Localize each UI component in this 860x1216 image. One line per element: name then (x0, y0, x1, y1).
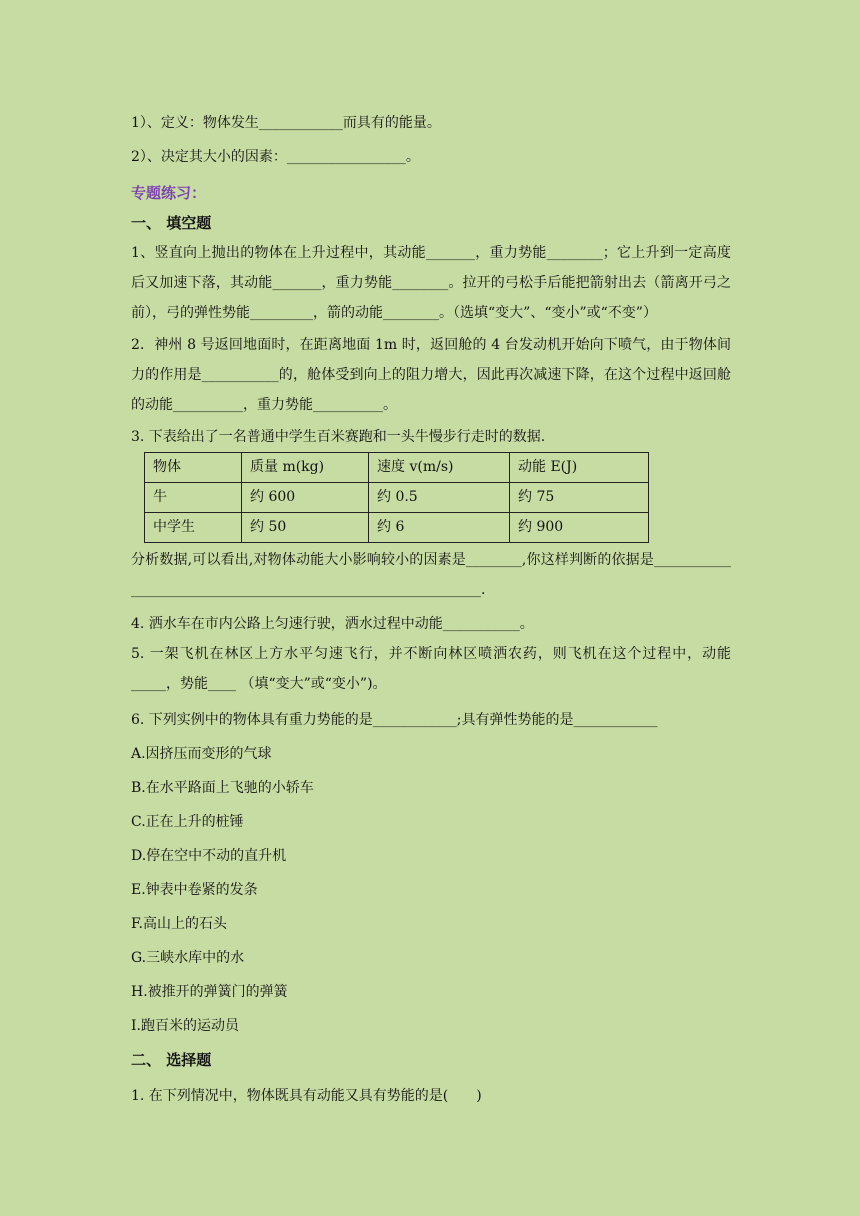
table-row (145, 483, 649, 513)
list-item: D.停在空中不动的直升机 (131, 848, 287, 864)
list-item: G.三峡水库中的水 (131, 950, 245, 966)
table-cell: 约 0.5 (369, 483, 510, 513)
table-header-cell: 物体 (145, 453, 242, 483)
table-header-row (145, 453, 649, 483)
table-cell: 约 600 (242, 483, 369, 513)
data-table (144, 452, 649, 543)
list-item: B.在水平路面上飞驰的小轿车 (131, 780, 314, 796)
question-4: 4. 洒水车在市内公路上匀速行驶，洒水过程中动能___________。 (131, 616, 534, 632)
definition-line: 1）、定义：物体发生____________而具有的能量。 (131, 115, 441, 131)
document-page (131, 108, 731, 1109)
table-cell: 约 50 (242, 513, 369, 543)
table-cell: 约 900 (510, 513, 649, 543)
multiple-choice-heading: 二、 选择题 (131, 1051, 212, 1069)
question-2: 2．神州 8 号返回地面时，在距离地面 1m 时，返回舱的 4 台发动机开始向下喷气，由于物体间力的作用是___________的，舱体受到向上的阻力增大，因此再次减速下降，在这个过程中返回舱的动能__________，重力势能__________。 (131, 337, 731, 413)
table-cell: 约 6 (369, 513, 510, 543)
factors-line: 2）、决定其大小的因素：_________________。 (131, 149, 420, 165)
fill-in-heading: 一、 填空题 (131, 214, 212, 232)
choice-question-1: 1. 在下列情况中，物体既具有动能又具有势能的是( ) (131, 1088, 482, 1104)
table-header-cell: 速度 v(m/s) (369, 453, 510, 483)
list-item: F.高山上的石头 (131, 916, 227, 932)
question-3-intro: 3. 下表给出了一名普通中学生百米赛跑和一头牛慢步行走时的数据. (131, 429, 546, 445)
section-title: 专题练习： (131, 184, 207, 202)
question-1: 1、竖直向上抛出的物体在上升过程中，其动能_______，重力势能________；它上升到一定高度后又加速下落，其动能_______，重力势能________。拉开的弓松手后能把箭射出去（箭离开弓之前），弓的弹性势能_________，箭的动能________。（选填“变大”、“变小”或“不变”） (131, 245, 731, 321)
table-header-cell: 质量 m(kg) (242, 453, 369, 483)
list-item: E.钟表中卷紧的发条 (131, 882, 258, 898)
question-6: 6. 下列实例中的物体具有重力势能的是____________;具有弹性势能的是____________ (131, 712, 658, 728)
list-item: C.正在上升的桩锤 (131, 814, 244, 830)
table-cell: 约 75 (510, 483, 649, 513)
list-item: I.跑百米的运动员 (131, 1018, 239, 1034)
list-item: H.被推开的弹簧门的弹簧 (131, 984, 288, 1000)
table-cell: 中学生 (145, 513, 242, 543)
question-3-analysis: 分析数据,可以看出,对物体动能大小影响较小的因素是________,你这样判断的依据是_____________________________________________________________. (131, 552, 731, 598)
options-list (131, 737, 731, 1043)
table-row (145, 513, 649, 543)
table-cell: 牛 (145, 483, 242, 513)
question-5: 5. 一架飞机在林区上方水平匀速飞行，并不断向林区喷洒农药，则飞机在这个过程中，动能_____，势能____ （填“变大”或“变小”)。 (131, 646, 731, 692)
list-item: A.因挤压而变形的气球 (131, 746, 272, 762)
table-header-cell: 动能 E(J) (510, 453, 649, 483)
